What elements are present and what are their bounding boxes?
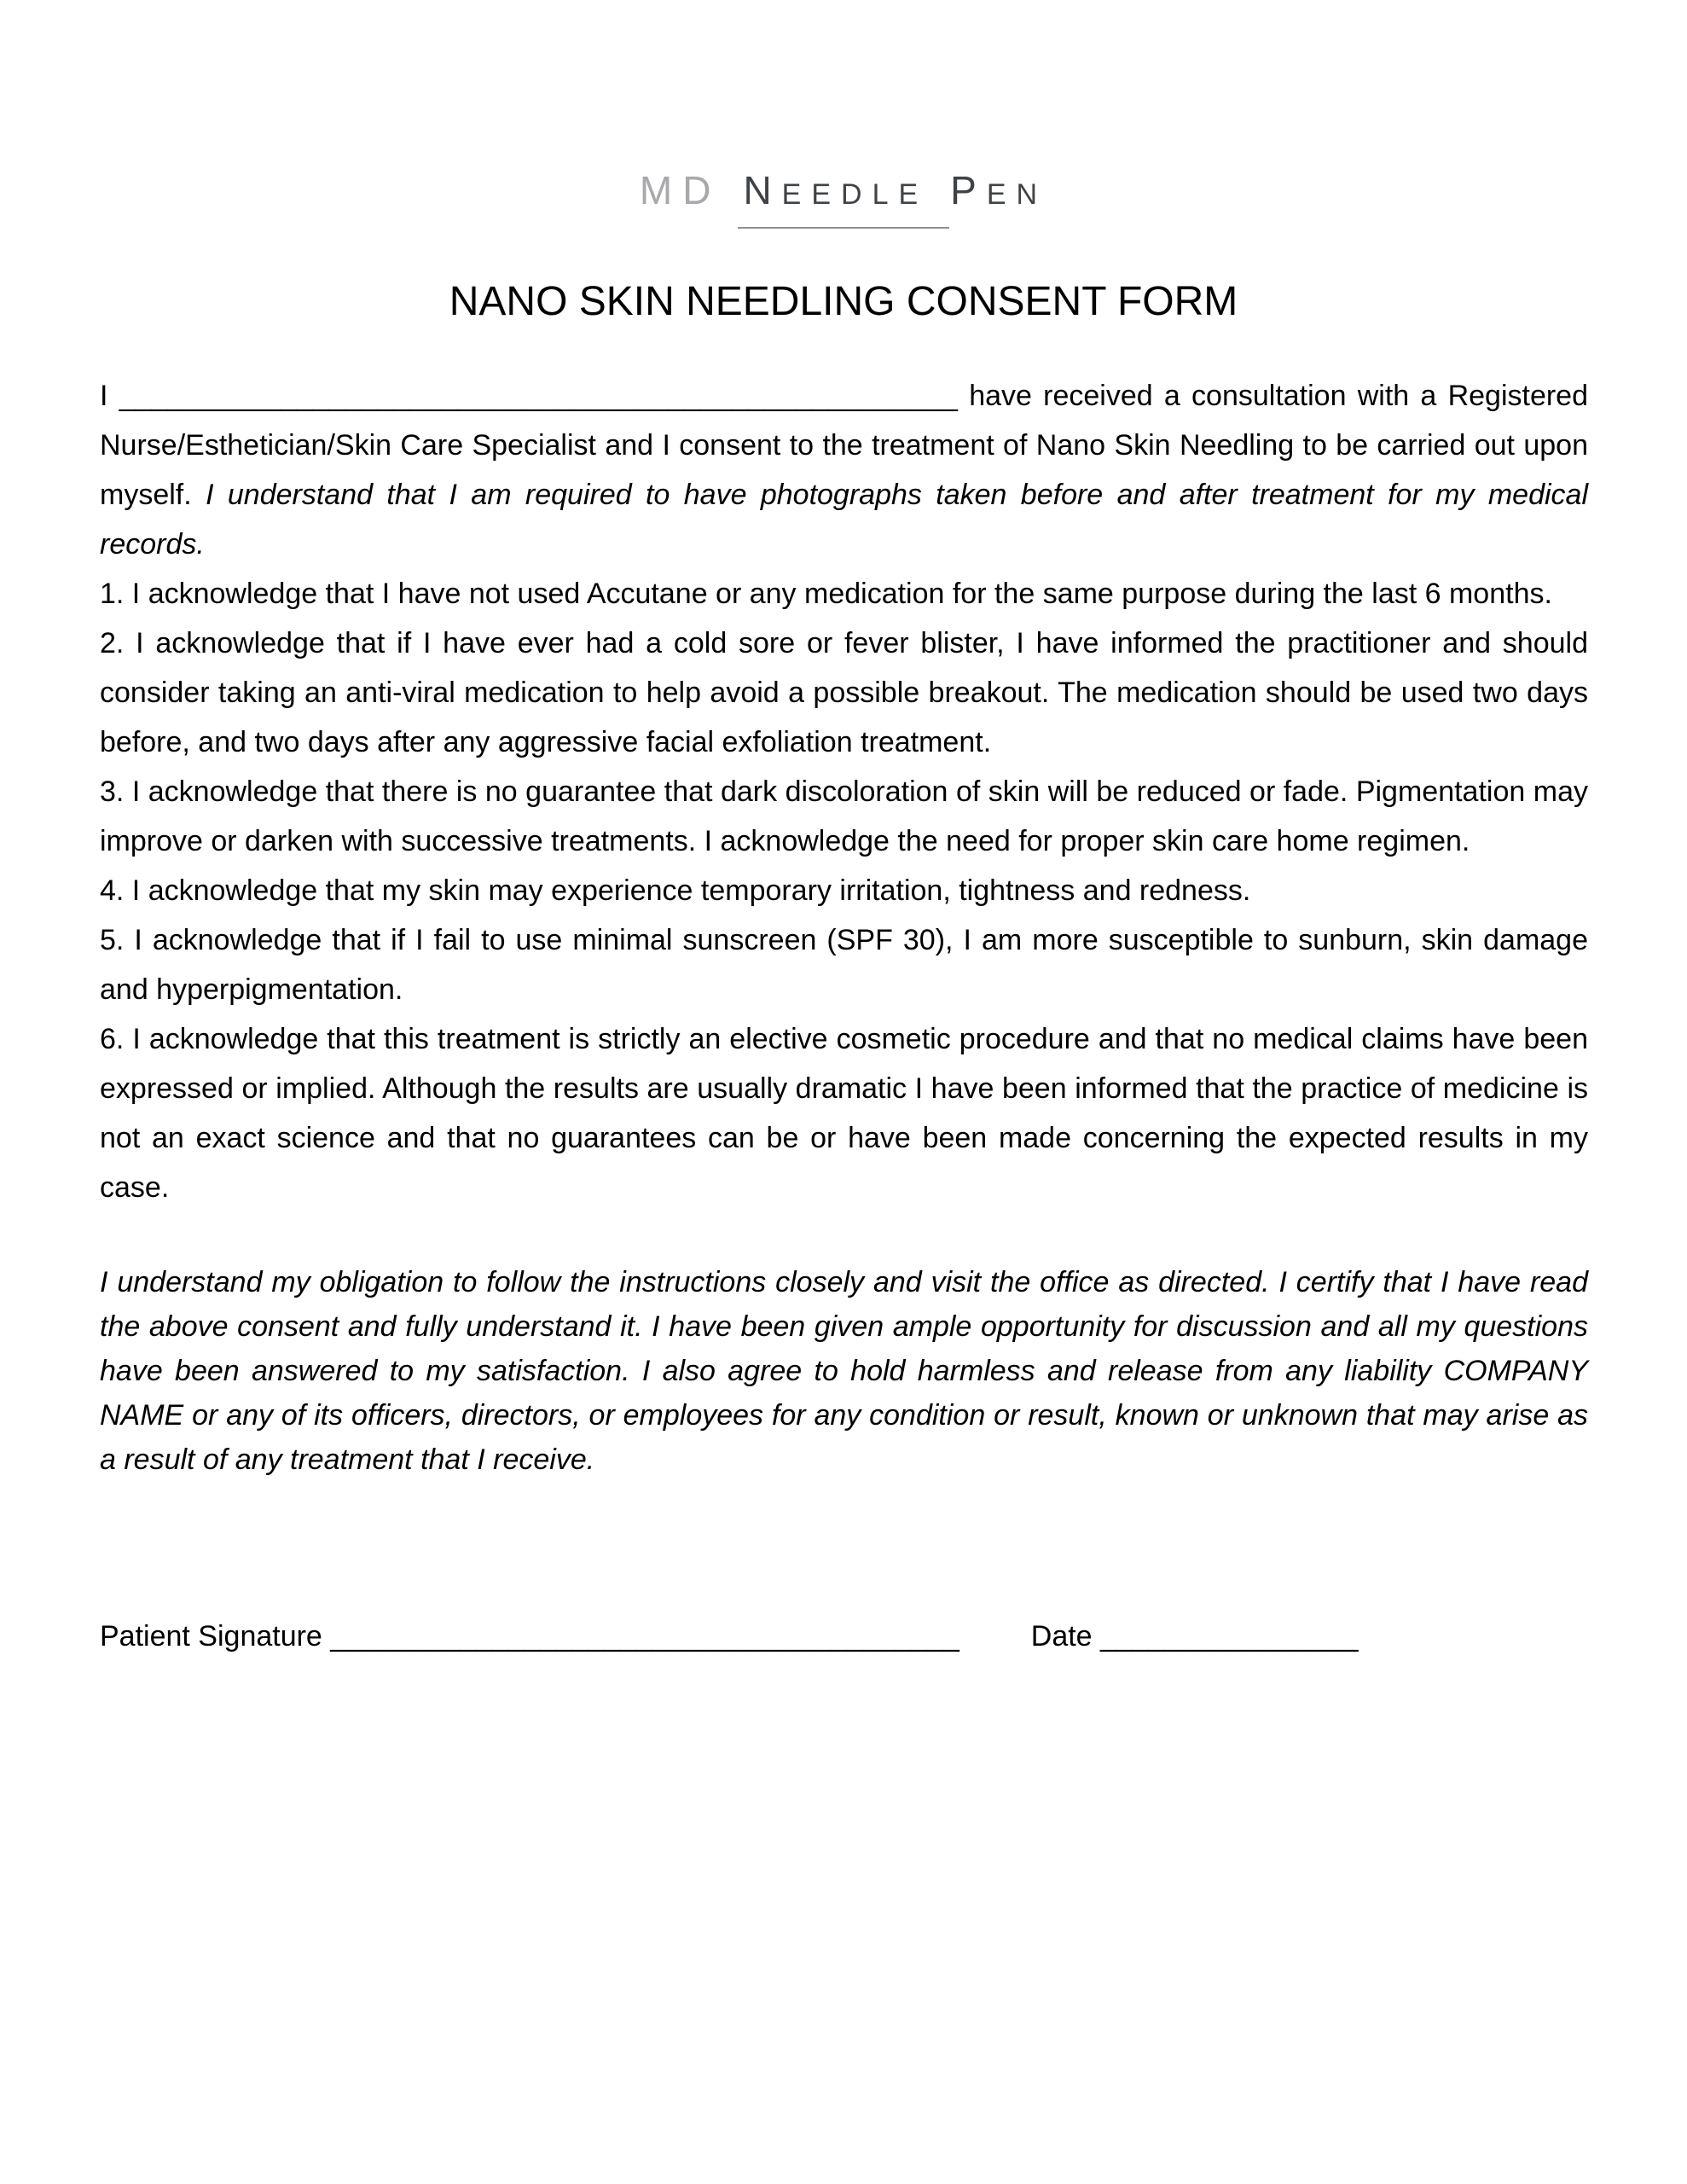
- form-title: NANO SKIN NEEDLING CONSENT FORM: [449, 279, 1238, 324]
- form-body: [100, 371, 1588, 1661]
- logo-word2-initial: P: [950, 168, 987, 212]
- agreement-paragraph: I understand my obligation to follow the instructions closely and visit the office as directed. I certify that I have read the above consent and fully understand it. I have been given ample opportunity for discussion and all my questions have been answered to my satisfaction. I also agree to hold harmless and release from any liability COMPANY NAME or any of its officers, directors, or employees for any condition or result, known or unknown that may arise as a result of any treatment that I receive.: [100, 1266, 1588, 1476]
- logo-word2-rest: EN: [986, 178, 1048, 211]
- date-blank: ________________: [1100, 1620, 1359, 1653]
- patient-signature-label: Patient Signature: [100, 1620, 331, 1653]
- logo-prefix: MD: [639, 168, 722, 212]
- intro-body-text: have received a consultation with a Registered Nurse/Esthetician/Skin Care Specialist and I consent to the treatment of Nano Skin Needling to be carried out upon myself.: [100, 380, 1588, 511]
- intro-italic-note: I understand that I am required to have photographs taken before and after treatment for my medical records.: [100, 479, 1588, 561]
- consent-item-6: 6. I acknowledge that this treatment is strictly an elective cosmetic procedure and that no medical claims have been expressed or implied. Although the results are usually dramatic I have been informed that the practice of medicine is not an exact science and that no guarantees can be or have been made concerning the expected results in my case.: [100, 1023, 1588, 1204]
- consent-item-2: 2. I acknowledge that if I have ever had a cold sore or fever blister, I have informed the practitioner and should consider taking an anti-viral medication to help avoid a possible breakout. The medication should be used two days before, and two days after any aggressive facial exfoliation treatment.: [100, 627, 1588, 758]
- consent-item-5: 5. I acknowledge that if I fail to use minimal sunscreen (SPF 30), I am more susceptible to sunburn, skin damage and hyperpigmentation.: [100, 924, 1588, 1006]
- patient-signature-blank: _______________________________________: [330, 1620, 959, 1653]
- logo-divider-line: [738, 227, 949, 229]
- consent-item-1: 1. I acknowledge that I have not used Accutane or any medication for the same purpose during the last 6 months.: [100, 578, 1552, 610]
- consent-item-3: 3. I acknowledge that there is no guarantee that dark discoloration of skin will be reduced or fade. Pigmentation may improve or darken with successive treatments. I acknowledge the need for proper skin care home regimen.: [100, 775, 1588, 857]
- logo-word1-initial: N: [743, 168, 782, 212]
- document-header: [0, 0, 1687, 229]
- intro-paragraph: [100, 371, 1588, 569]
- signature-row: [100, 1612, 1588, 1661]
- date-label: Date: [1030, 1620, 1101, 1653]
- logo-word1-rest: EEDLE: [781, 178, 929, 211]
- intro-lead: I: [100, 380, 119, 412]
- consent-item-4: 4. I acknowledge that my skin may experience temporary irritation, tightness and redness.: [100, 874, 1251, 907]
- brand-logo: [0, 167, 1687, 213]
- patient-name-blank: ____________________________________________________: [119, 380, 958, 412]
